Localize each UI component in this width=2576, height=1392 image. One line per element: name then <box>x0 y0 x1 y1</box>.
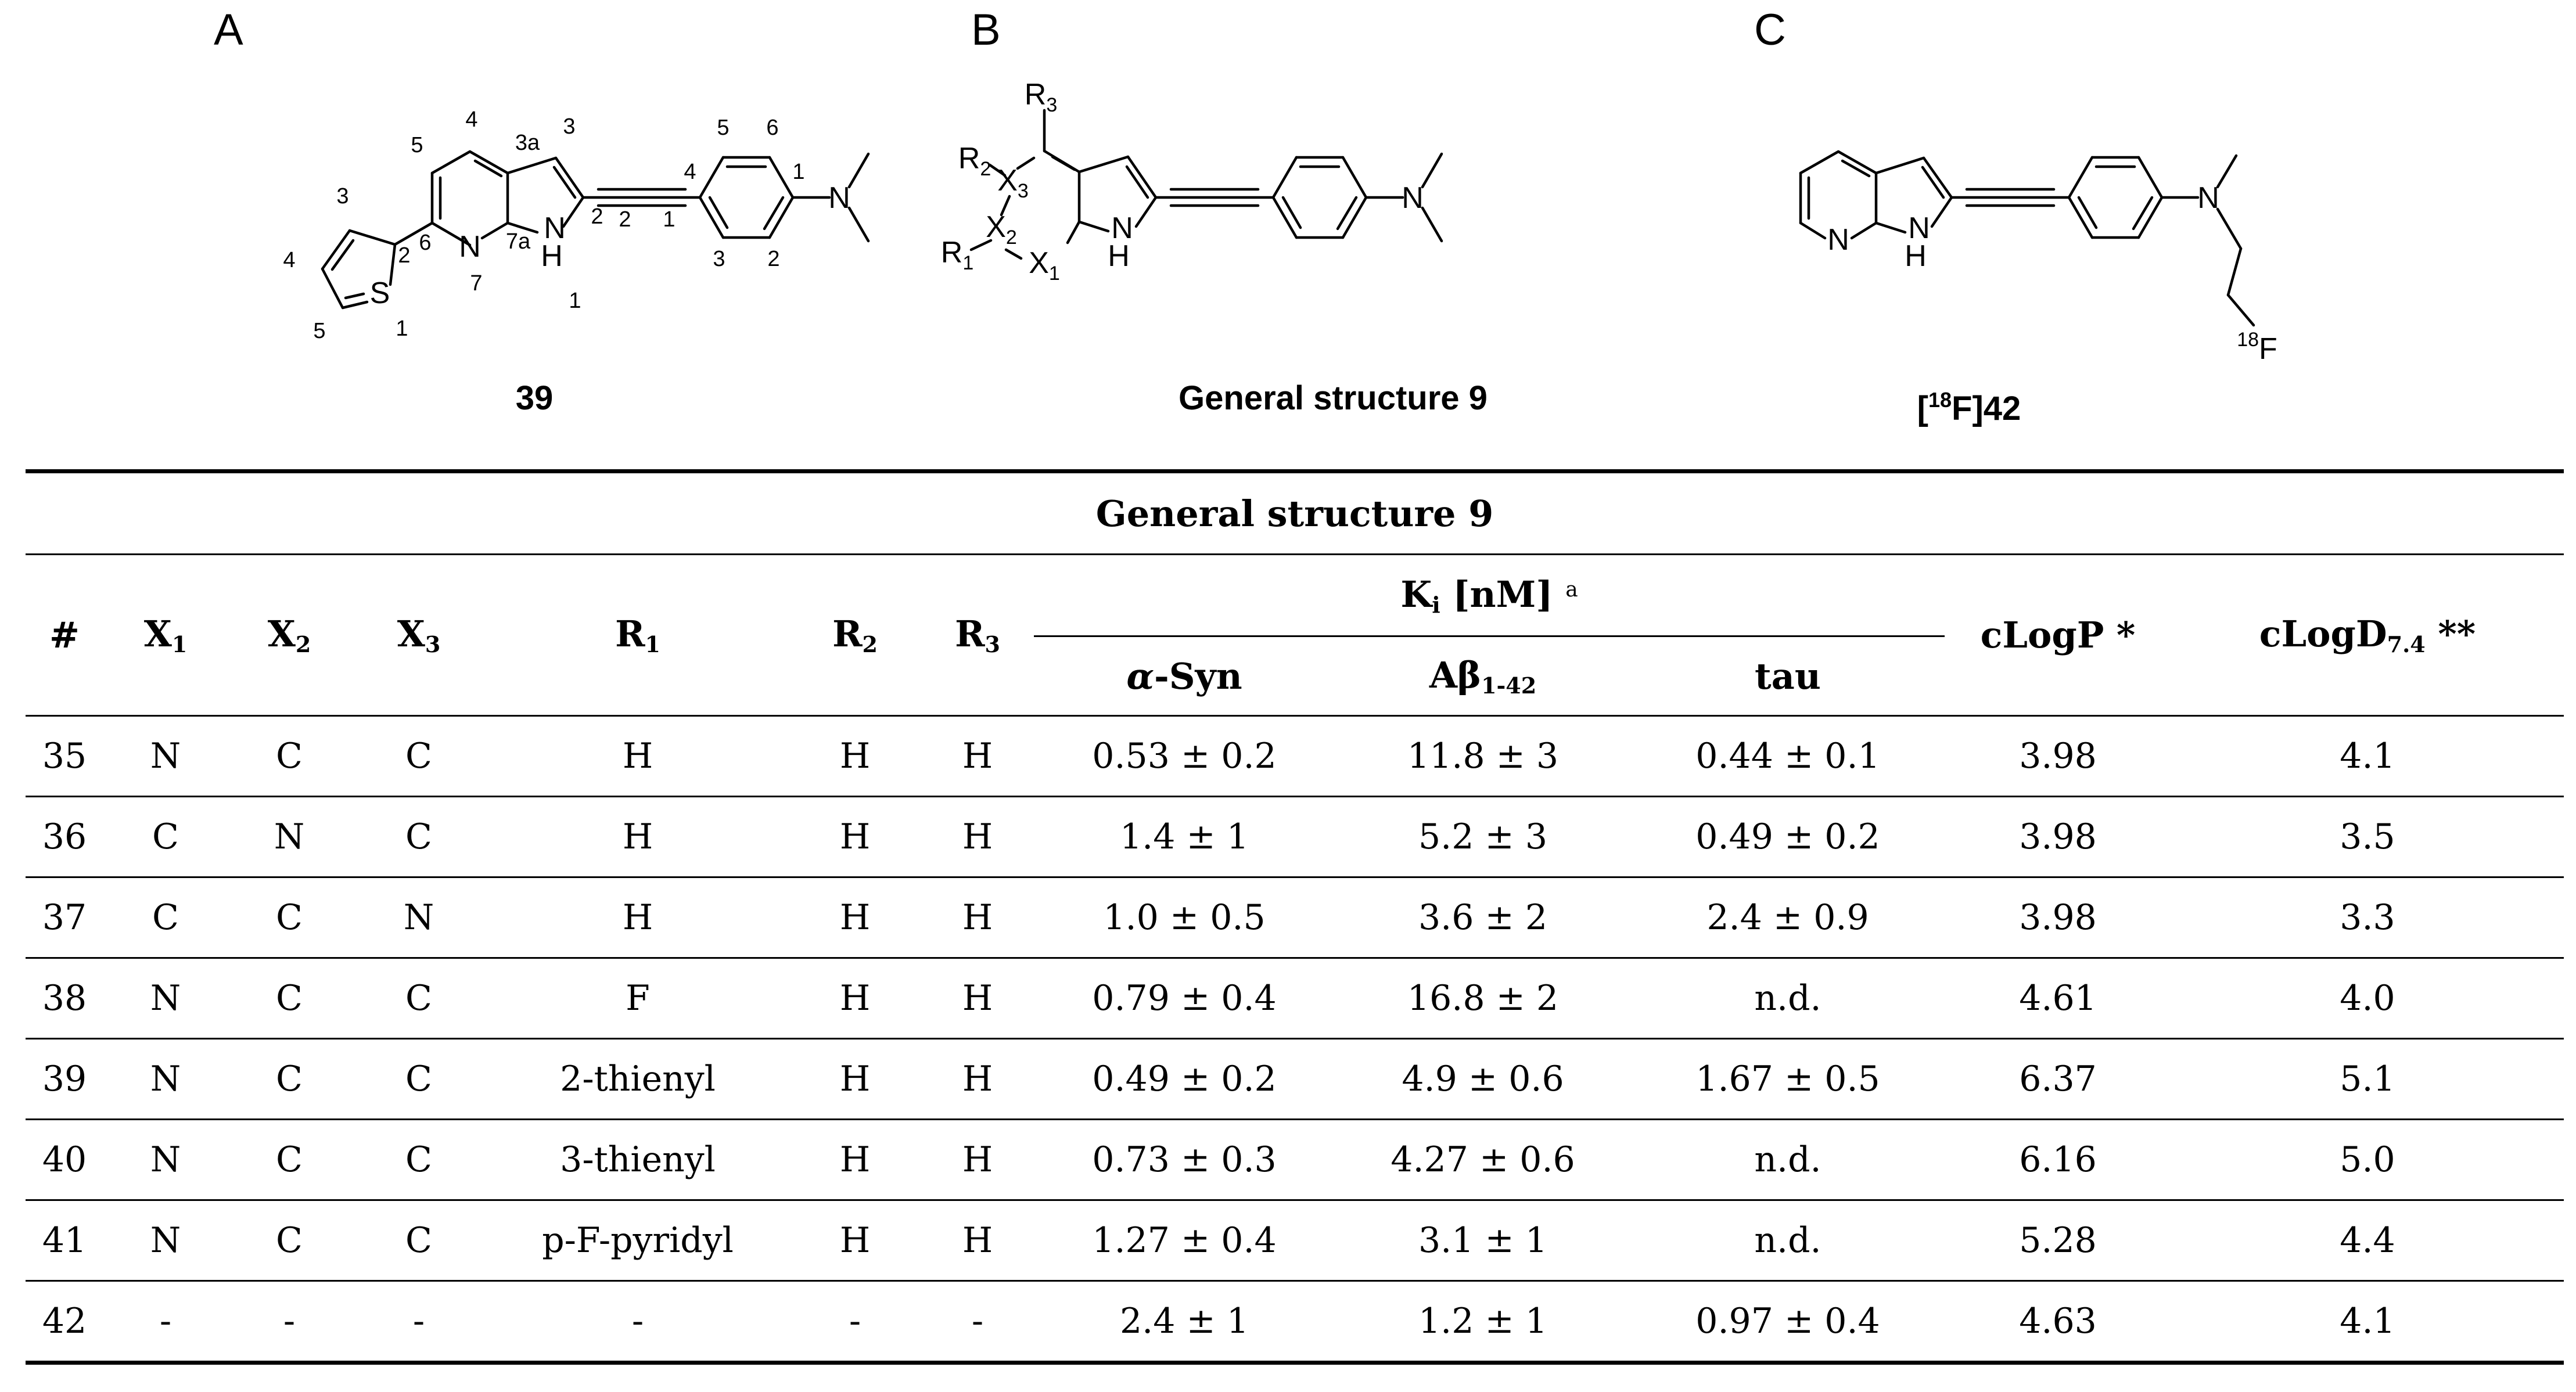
general-structure-9-drawing <box>941 0 1725 372</box>
phenyl-locant-6: 6 <box>766 116 779 140</box>
thiophene-locant-3: 3 <box>336 184 349 208</box>
cell-r3: H <box>921 797 1034 877</box>
header-ki-group: $K_i$ [nM] $^a$ <box>1034 555 1945 636</box>
atom-n7: N <box>459 230 481 264</box>
phenyl-locant-1: 1 <box>792 160 805 184</box>
table-row <box>26 1039 2564 1120</box>
cell-ki-abeta: 4.9 ± 0.6 <box>1335 1039 1631 1120</box>
header-clogd: cLogD$_{7.4}$ ** <box>2171 555 2564 716</box>
structure-caption-39: 39 <box>515 379 554 417</box>
cell-clogp: 6.37 <box>1945 1039 2171 1120</box>
header-x2: $X_2$ <box>228 555 351 716</box>
cell-r1: p-F-pyridyl <box>487 1200 789 1281</box>
header-number: # <box>26 555 103 716</box>
locant-3a: 3a <box>515 131 540 155</box>
cell-r2: H <box>789 1200 921 1281</box>
cell-number: 38 <box>26 958 103 1039</box>
cell-x1: C <box>103 797 228 877</box>
table-row <box>26 797 2564 877</box>
cell-r1: - <box>487 1281 789 1363</box>
atom-nme2: N <box>828 181 850 215</box>
cell-clogp: 6.16 <box>1945 1120 2171 1200</box>
cell-x3: C <box>351 797 487 877</box>
cell-x2: C <box>228 1200 351 1281</box>
phenyl-locant-4: 4 <box>684 160 696 184</box>
cell-x1: N <box>103 1039 228 1120</box>
cell-x2: C <box>228 1039 351 1120</box>
cell-r1: H <box>487 877 789 958</box>
locant-4: 4 <box>465 107 478 132</box>
table-row <box>26 958 2564 1039</box>
cell-x1: N <box>103 716 228 797</box>
structure-panel-c <box>1731 0 2556 459</box>
cell-clogp: 4.63 <box>1945 1281 2171 1363</box>
cell-clogd: 4.4 <box>2171 1200 2564 1281</box>
atom-nh-n: N <box>1111 211 1133 245</box>
cell-clogd: 3.5 <box>2171 797 2564 877</box>
cell-x1: N <box>103 958 228 1039</box>
cell-x2: C <box>228 958 351 1039</box>
table-row <box>26 1281 2564 1363</box>
cell-ki-abeta: 4.27 ± 0.6 <box>1335 1120 1631 1200</box>
cell-clogd: 4.0 <box>2171 958 2564 1039</box>
substituent-r1: $R_1$ <box>941 236 974 274</box>
locant-2: 2 <box>591 204 603 229</box>
cell-ki-asyn: 0.53 ± 0.2 <box>1034 716 1335 797</box>
header-tau: tau <box>1631 636 1945 716</box>
locant-7a: 7a <box>505 229 531 254</box>
table-row <box>26 1120 2564 1200</box>
cell-r3: H <box>921 1120 1034 1200</box>
cell-ki-tau: 1.67 ± 0.5 <box>1631 1039 1945 1120</box>
cell-r1: H <box>487 797 789 877</box>
atom-fluorine-18: $^{18}$F <box>2237 329 2277 366</box>
cell-number: 37 <box>26 877 103 958</box>
cell-ki-tau: n.d. <box>1631 1200 1945 1281</box>
atom-nh-h: H <box>1108 239 1130 273</box>
table-row <box>26 1200 2564 1281</box>
cell-x1: C <box>103 877 228 958</box>
cell-ki-tau: 0.44 ± 0.1 <box>1631 716 1945 797</box>
cell-r3: H <box>921 1200 1034 1281</box>
alkyne-locant-2: 2 <box>619 207 631 232</box>
cell-ki-asyn: 1.4 ± 1 <box>1034 797 1335 877</box>
table-title: General structure 9 <box>26 472 2564 555</box>
cell-ki-asyn: 1.0 ± 0.5 <box>1034 877 1335 958</box>
locant-3: 3 <box>563 114 576 139</box>
cell-clogp: 3.98 <box>1945 716 2171 797</box>
cell-x1: N <box>103 1200 228 1281</box>
header-clogp: cLogP * <box>1945 555 2171 716</box>
header-x3: $X_3$ <box>351 555 487 716</box>
cell-number: 35 <box>26 716 103 797</box>
table-row <box>26 716 2564 797</box>
atom-nh-h: H <box>541 239 563 273</box>
cell-r2: H <box>789 716 921 797</box>
cell-ki-tau: 0.49 ± 0.2 <box>1631 797 1945 877</box>
cell-r1: H <box>487 716 789 797</box>
cell-ki-abeta: 1.2 ± 1 <box>1335 1281 1631 1363</box>
panel-label-b: B <box>971 5 1001 55</box>
cell-ki-tau: 0.97 ± 0.4 <box>1631 1281 1945 1363</box>
locant-1: 1 <box>569 289 581 313</box>
thiophene-locant-1: 1 <box>396 316 408 341</box>
atom-nme2: N <box>1402 181 1424 215</box>
cell-r3: - <box>921 1281 1034 1363</box>
table-title-row <box>26 472 2564 555</box>
structure-18f-42-drawing <box>1731 0 2556 383</box>
cell-x3: N <box>351 877 487 958</box>
cell-clogd: 5.0 <box>2171 1120 2564 1200</box>
atom-nh-n: N <box>1908 211 1930 245</box>
header-x1: $X_1$ <box>103 555 228 716</box>
cell-ki-tau: n.d. <box>1631 958 1945 1039</box>
cell-clogp: 3.98 <box>1945 877 2171 958</box>
header-row <box>26 555 2564 636</box>
cell-clogd: 5.1 <box>2171 1039 2564 1120</box>
atom-amine-n: N <box>2197 181 2219 215</box>
cell-x3: C <box>351 716 487 797</box>
cell-x2: C <box>228 1120 351 1200</box>
cell-ki-asyn: 0.49 ± 0.2 <box>1034 1039 1335 1120</box>
locant-6: 6 <box>419 231 432 255</box>
header-alpha-syn: α-Syn <box>1034 636 1335 716</box>
locant-7: 7 <box>470 271 483 296</box>
panel-label-a: A <box>214 5 243 55</box>
thiophene-locant-4: 4 <box>283 248 296 272</box>
header-r3: $R_3$ <box>921 555 1034 716</box>
cell-r3: H <box>921 1039 1034 1120</box>
cell-number: 36 <box>26 797 103 877</box>
cell-x3: C <box>351 1120 487 1200</box>
cell-ki-asyn: 2.4 ± 1 <box>1034 1281 1335 1363</box>
cell-r3: H <box>921 716 1034 797</box>
cell-x3: C <box>351 958 487 1039</box>
cell-r3: H <box>921 877 1034 958</box>
cell-number: 42 <box>26 1281 103 1363</box>
structure-panel-b <box>941 0 1725 459</box>
cell-r1: F <box>487 958 789 1039</box>
cell-x3: C <box>351 1200 487 1281</box>
thiophene-locant-5: 5 <box>313 319 326 343</box>
cell-x1: N <box>103 1120 228 1200</box>
cell-clogp: 5.28 <box>1945 1200 2171 1281</box>
cell-ki-abeta: 5.2 ± 3 <box>1335 797 1631 877</box>
atom-s: S <box>369 276 390 310</box>
header-r1: $R_1$ <box>487 555 789 716</box>
cell-x2: - <box>228 1281 351 1363</box>
thiophene-locant-2: 2 <box>398 243 411 268</box>
cell-ki-abeta: 3.6 ± 2 <box>1335 877 1631 958</box>
substituent-r3: $R_3$ <box>1024 78 1058 116</box>
structure-caption-general-9: General structure 9 <box>1179 379 1488 417</box>
phenyl-locant-3: 3 <box>713 247 725 271</box>
cell-x2: C <box>228 877 351 958</box>
cell-ki-asyn: 1.27 ± 0.4 <box>1034 1200 1335 1281</box>
cell-r2: H <box>789 1039 921 1120</box>
table-row <box>26 877 2564 958</box>
cell-x2: C <box>228 716 351 797</box>
cell-ki-tau: 2.4 ± 0.9 <box>1631 877 1945 958</box>
cell-r1: 2-thienyl <box>487 1039 789 1120</box>
header-abeta: $A\beta_{1-42}$ <box>1335 636 1631 716</box>
alkyne-locant-1: 1 <box>663 207 676 232</box>
ring-atom-x2: $X_2$ <box>986 210 1017 249</box>
cell-clogd: 3.3 <box>2171 877 2564 958</box>
cell-ki-asyn: 0.73 ± 0.3 <box>1034 1120 1335 1200</box>
cell-r2: H <box>789 958 921 1039</box>
cell-clogp: 3.98 <box>1945 797 2171 877</box>
atom-pyridine-n: N <box>1827 223 1849 257</box>
cell-number: 41 <box>26 1200 103 1281</box>
cell-clogp: 4.61 <box>1945 958 2171 1039</box>
cell-clogd: 4.1 <box>2171 716 2564 797</box>
phenyl-locant-5: 5 <box>717 116 730 140</box>
cell-ki-abeta: 11.8 ± 3 <box>1335 716 1631 797</box>
binding-affinity-table <box>26 469 2564 1365</box>
cell-r1: 3-thienyl <box>487 1120 789 1200</box>
cell-ki-asyn: 0.79 ± 0.4 <box>1034 958 1335 1039</box>
atom-nh-n: N <box>544 211 566 245</box>
substituent-r2: $R_2$ <box>958 142 991 180</box>
cell-number: 39 <box>26 1039 103 1120</box>
cell-x2: N <box>228 797 351 877</box>
cell-x3: - <box>351 1281 487 1363</box>
structure-caption-18f-42: [$^{18}$F]42 <box>1917 388 2021 427</box>
cell-ki-tau: n.d. <box>1631 1120 1945 1200</box>
structure-panel-a <box>174 0 894 459</box>
ring-atom-x1: $X_1$ <box>1029 246 1060 285</box>
locant-5: 5 <box>411 133 423 157</box>
structure-39-drawing <box>174 0 894 372</box>
cell-clogd: 4.1 <box>2171 1281 2564 1363</box>
cell-r2: - <box>789 1281 921 1363</box>
cell-ki-abeta: 16.8 ± 2 <box>1335 958 1631 1039</box>
header-r2: $R_2$ <box>789 555 921 716</box>
cell-ki-abeta: 3.1 ± 1 <box>1335 1200 1631 1281</box>
cell-number: 40 <box>26 1120 103 1200</box>
cell-r2: H <box>789 1120 921 1200</box>
cell-x1: - <box>103 1281 228 1363</box>
cell-r2: H <box>789 877 921 958</box>
cell-r2: H <box>789 797 921 877</box>
ring-atom-x3: $X_3$ <box>997 164 1029 202</box>
cell-r3: H <box>921 958 1034 1039</box>
panel-label-c: C <box>1754 5 1786 55</box>
cell-x3: C <box>351 1039 487 1120</box>
atom-nh-h: H <box>1905 239 1927 273</box>
phenyl-locant-2: 2 <box>767 247 780 271</box>
